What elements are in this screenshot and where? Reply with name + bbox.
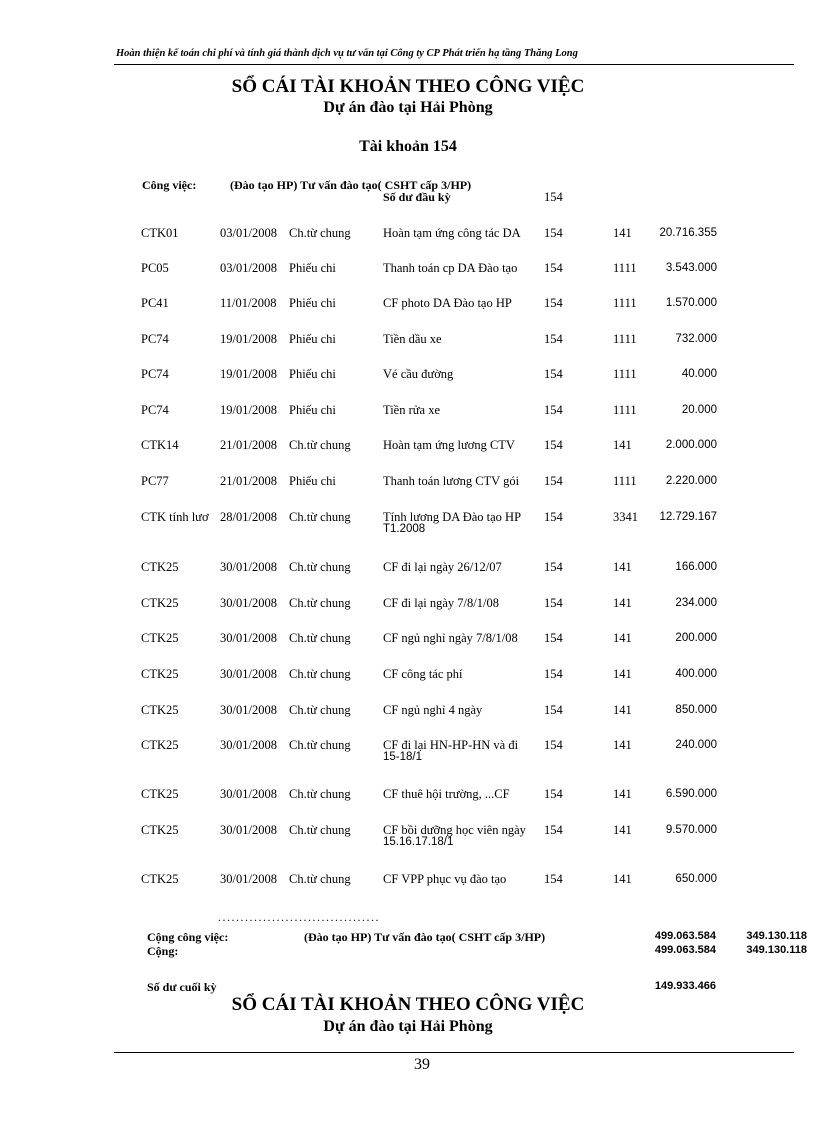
row-date: 21/01/2008 — [220, 438, 277, 452]
row-date: 21/01/2008 — [220, 474, 277, 488]
row-contra-account: 141 — [613, 631, 632, 645]
row-description: CF bồi dưỡng học viên ngày — [383, 823, 526, 837]
row-voucher-type: Ch.từ chung — [289, 738, 351, 752]
row-amount: 12.729.167 — [659, 511, 717, 523]
grand-total-debit: 499.063.584 — [654, 944, 716, 956]
row-voucher-type: Phiếu chi — [289, 332, 336, 346]
row-date: 28/01/2008 — [220, 510, 277, 524]
row-description: Tiền dầu xe — [383, 332, 442, 346]
row-contra-account: 141 — [613, 226, 632, 240]
row-amount: 2.220.000 — [665, 475, 717, 487]
row-account: 154 — [544, 787, 563, 801]
row-account: 154 — [544, 332, 563, 346]
job-value: (Đào tạo HP) Tư vấn đào tạo( CSHT cấp 3/HP) — [230, 178, 472, 192]
row-amount: 234.000 — [675, 597, 717, 609]
running-header: Hoàn thiện kế toán chi phí và tính giá thành dịch vụ tư vấn tại Công ty CP Phát triển hạ tầng Thăng Long — [116, 48, 578, 59]
row-doc-number: CTK01 — [141, 226, 179, 240]
row-account: 154 — [544, 474, 563, 488]
row-amount: 650.000 — [675, 873, 717, 885]
row-doc-number: PC05 — [141, 261, 169, 275]
footer-rule — [114, 1052, 794, 1053]
row-description: Thanh toán cp DA Đào tạo — [383, 261, 518, 275]
row-voucher-type: Ch.từ chung — [289, 872, 351, 886]
grand-total-credit: 349.130.118 — [746, 944, 807, 956]
ledger-subtitle: Dự án đào tại Hải Phòng — [323, 99, 493, 116]
closing-balance-label: Số dư cuối kỳ — [147, 980, 217, 994]
row-doc-number: CTK25 — [141, 872, 179, 886]
row-contra-account: 1111 — [613, 403, 637, 417]
row-contra-account: 141 — [613, 823, 632, 837]
row-voucher-type: Ch.từ chung — [289, 560, 351, 574]
row-voucher-type: Ch.từ chung — [289, 631, 351, 645]
row-date: 30/01/2008 — [220, 667, 277, 681]
row-amount: 400.000 — [675, 668, 717, 680]
job-total-credit: 349.130.118 — [746, 930, 807, 942]
row-contra-account: 1111 — [613, 474, 637, 488]
row-doc-number: CTK14 — [141, 438, 179, 452]
row-voucher-type: Ch.từ chung — [289, 510, 351, 524]
row-date: 30/01/2008 — [220, 823, 277, 837]
row-account: 154 — [544, 703, 563, 717]
row-voucher-type: Ch.từ chung — [289, 596, 351, 610]
row-voucher-type: Phiếu chi — [289, 474, 336, 488]
ledger-subtitle-repeat: Dự án đào tại Hải Phòng — [323, 1018, 493, 1035]
row-description: CF đi lại ngày 7/8/1/08 — [383, 596, 499, 610]
row-voucher-type: Phiếu chi — [289, 367, 336, 381]
row-description: CF ngủ nghỉ ngày 7/8/1/08 — [383, 631, 518, 645]
job-total-debit: 499.063.584 — [654, 930, 716, 942]
row-date: 19/01/2008 — [220, 332, 277, 346]
opening-balance-account: 154 — [544, 190, 563, 204]
row-account: 154 — [544, 872, 563, 886]
row-description: CF photo DA Đào tạo HP — [383, 296, 512, 310]
row-contra-account: 141 — [613, 738, 632, 752]
row-account: 154 — [544, 738, 563, 752]
row-account: 154 — [544, 631, 563, 645]
row-voucher-type: Ch.từ chung — [289, 226, 351, 240]
row-account: 154 — [544, 261, 563, 275]
row-doc-number: CTK tính lươ — [141, 510, 209, 524]
row-description: CF thuê hội trường, ...CF — [383, 787, 510, 801]
row-date: 30/01/2008 — [220, 787, 277, 801]
ledger-title-repeat: SỔ CÁI TÀI KHOẢN THEO CÔNG VIỆC — [231, 994, 585, 1015]
row-contra-account: 141 — [613, 560, 632, 574]
row-amount: 40.000 — [681, 368, 717, 380]
account-title: Tài khoản 154 — [359, 138, 457, 155]
row-doc-number: CTK25 — [141, 596, 179, 610]
row-contra-account: 3341 — [613, 510, 638, 524]
row-doc-number: CTK25 — [141, 738, 179, 752]
row-contra-account: 141 — [613, 596, 632, 610]
row-doc-number: PC74 — [141, 367, 169, 381]
row-date: 30/01/2008 — [220, 738, 277, 752]
row-description: CF công tác phí — [383, 667, 463, 681]
ledger-title: SỔ CÁI TÀI KHOẢN THEO CÔNG VIỆC — [231, 76, 585, 97]
row-date: 30/01/2008 — [220, 872, 277, 886]
opening-balance-label: Số dư đầu kỳ — [383, 190, 451, 204]
row-voucher-type: Phiếu chi — [289, 261, 336, 275]
row-amount: 200.000 — [675, 632, 717, 644]
row-doc-number: PC77 — [141, 474, 169, 488]
row-amount: 6.590.000 — [665, 788, 717, 800]
row-doc-number: PC74 — [141, 403, 169, 417]
row-description: CF ngủ nghỉ 4 ngày — [383, 703, 483, 717]
row-date: 19/01/2008 — [220, 403, 277, 417]
separator-dots: .................................... — [218, 910, 380, 924]
row-date: 11/01/2008 — [220, 296, 277, 310]
row-account: 154 — [544, 438, 563, 452]
row-amount: 1.570.000 — [665, 297, 717, 309]
row-voucher-type: Ch.từ chung — [289, 667, 351, 681]
row-account: 154 — [544, 296, 563, 310]
row-amount: 732.000 — [675, 333, 717, 345]
row-description-line2: T1.2008 — [383, 523, 426, 535]
row-date: 30/01/2008 — [220, 703, 277, 717]
row-doc-number: CTK25 — [141, 703, 179, 717]
row-account: 154 — [544, 403, 563, 417]
row-account: 154 — [544, 560, 563, 574]
row-date: 03/01/2008 — [220, 226, 277, 240]
row-contra-account: 1111 — [613, 296, 637, 310]
job-total-label: Cộng công việc: — [147, 930, 229, 944]
row-description: CF đi lại HN-HP-HN và đi — [383, 738, 519, 752]
row-account: 154 — [544, 823, 563, 837]
row-contra-account: 1111 — [613, 332, 637, 346]
row-date: 30/01/2008 — [220, 631, 277, 645]
header-rule — [114, 64, 794, 65]
row-description: CF đi lại ngày 26/12/07 — [383, 560, 502, 574]
row-voucher-type: Ch.từ chung — [289, 823, 351, 837]
row-doc-number: CTK25 — [141, 667, 179, 681]
row-amount: 2.000.000 — [665, 439, 717, 451]
row-account: 154 — [544, 510, 563, 524]
row-description-line2: 15-18/1 — [383, 751, 423, 763]
row-contra-account: 141 — [613, 787, 632, 801]
row-voucher-type: Phiếu chi — [289, 403, 336, 417]
row-amount: 9.570.000 — [665, 824, 717, 836]
row-voucher-type: Ch.từ chung — [289, 438, 351, 452]
row-date: 19/01/2008 — [220, 367, 277, 381]
row-description: Thanh toán lương CTV gói — [383, 474, 520, 488]
row-amount: 240.000 — [675, 739, 717, 751]
row-doc-number: CTK25 — [141, 787, 179, 801]
grand-total-label: Cộng: — [147, 944, 179, 958]
row-account: 154 — [544, 596, 563, 610]
row-account: 154 — [544, 667, 563, 681]
row-date: 30/01/2008 — [220, 560, 277, 574]
page-number: 39 — [414, 1056, 430, 1073]
row-voucher-type: Ch.từ chung — [289, 703, 351, 717]
row-account: 154 — [544, 226, 563, 240]
job-label: Công việc: — [142, 178, 197, 192]
job-total-value: (Đào tạo HP) Tư vấn đào tạo( CSHT cấp 3/HP) — [304, 930, 546, 944]
row-voucher-type: Phiếu chi — [289, 296, 336, 310]
row-contra-account: 1111 — [613, 367, 637, 381]
row-date: 03/01/2008 — [220, 261, 277, 275]
closing-balance-amount: 149.933.466 — [654, 980, 716, 992]
row-amount: 3.543.000 — [665, 262, 717, 274]
row-amount: 166.000 — [675, 561, 717, 573]
row-doc-number: PC74 — [141, 332, 169, 346]
row-amount: 20.716.355 — [659, 227, 717, 239]
row-contra-account: 141 — [613, 438, 632, 452]
row-voucher-type: Ch.từ chung — [289, 787, 351, 801]
row-description: Tính lương DA Đào tạo HP — [383, 510, 522, 524]
row-amount: 850.000 — [675, 704, 717, 716]
row-contra-account: 141 — [613, 703, 632, 717]
row-description: Hoàn tạm ứng lương CTV — [383, 438, 515, 452]
row-doc-number: PC41 — [141, 296, 169, 310]
row-date: 30/01/2008 — [220, 596, 277, 610]
row-amount: 20.000 — [681, 404, 717, 416]
row-doc-number: CTK25 — [141, 560, 179, 574]
row-description: Hoàn tạm ứng công tác DA — [383, 226, 521, 240]
row-contra-account: 1111 — [613, 261, 637, 275]
row-contra-account: 141 — [613, 872, 632, 886]
row-doc-number: CTK25 — [141, 631, 179, 645]
row-description: Tiền rửa xe — [383, 403, 441, 417]
row-doc-number: CTK25 — [141, 823, 179, 837]
row-contra-account: 141 — [613, 667, 632, 681]
row-description-line2: 15.16.17.18/1 — [383, 836, 454, 848]
row-account: 154 — [544, 367, 563, 381]
row-description: CF VPP phục vụ đào tạo — [383, 872, 507, 886]
row-description: Vé cầu đường — [383, 367, 454, 381]
